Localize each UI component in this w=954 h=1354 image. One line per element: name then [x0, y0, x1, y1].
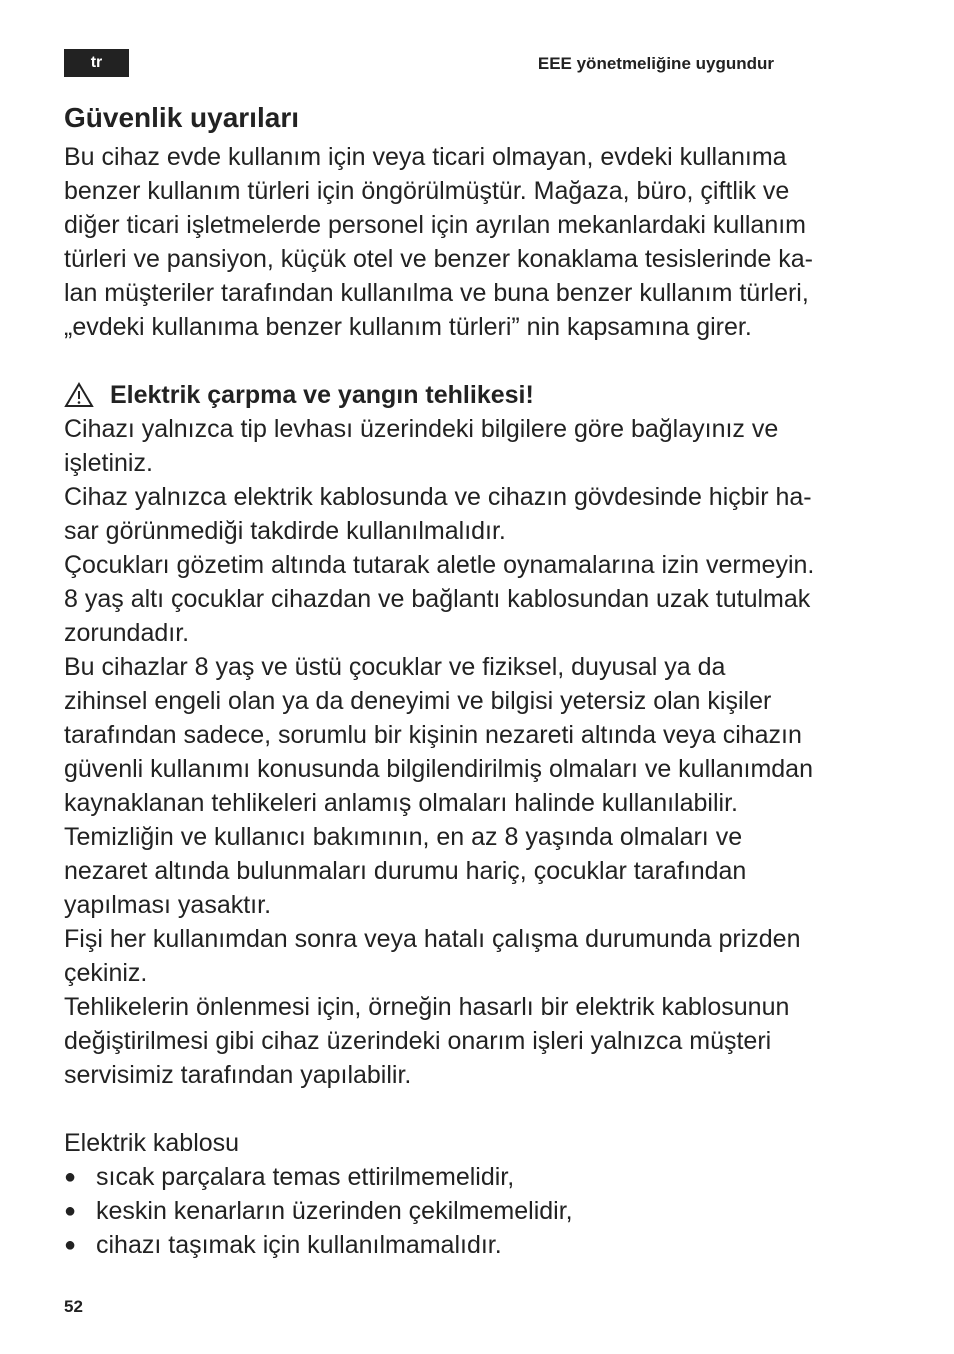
list-item-text: sıcak parçalara temas ettirilmemelidir,	[96, 1163, 515, 1191]
warning-paragraph: Cihazı yalnızca tip levhası üzerindeki bilgilere göre bağlayınız ve işletiniz.	[64, 415, 779, 477]
language-tag: tr	[64, 49, 129, 77]
warning-paragraph: Çocukları gözetim altında tutarak aletle oynamalarına izin vermeyin.	[64, 551, 815, 579]
page-title: Güvenlik uyarıları	[64, 102, 299, 133]
list-item	[64, 1194, 894, 1228]
spacer	[64, 1092, 894, 1126]
warning-paragraph: Fişi her kullanımdan sonra veya hatalı çalışma durumunda prizden çekiniz.	[64, 925, 801, 987]
bullet-icon: ●	[64, 1166, 77, 1188]
list-item-text: keskin kenarların üzerinden çekilmemelidir,	[96, 1197, 573, 1225]
bullet-icon: ●	[64, 1234, 77, 1256]
spacer	[64, 344, 894, 378]
list-item-text: cihazı taşımak için kullanılmamalıdır.	[96, 1231, 502, 1259]
warning-paragraph: Bu cihazlar 8 yaş ve üstü çocuklar ve fiziksel, duyusal ya da zihinsel engeli olan ya da deneyimi ve bilgisi yetersiz olan kişiler tarafından sadece, sorumlu bir kişinin nezareti altında veya cihazın güvenli kullanımı konusunda bilgilendirilmiş olmaları ve kullanımdan kaynaklanan tehlikeleri anlamış olmaları halinde kullanılabilir.	[64, 653, 813, 817]
warning-heading-text: Elektrik çarpma ve yangın tehlikesi!	[110, 381, 534, 409]
header-note: EEE yönetmeliğine uygundur	[537, 54, 774, 73]
warning-paragraph: 8 yaş altı çocuklar cihazdan ve bağlantı kablosundan uzak tutulmak zorundadır.	[64, 585, 811, 647]
intro-paragraph: Bu cihaz evde kullanım için veya ticari olmayan, evdeki kullanıma benzer kullanım türleri için öngörülmüştür. Mağaza, büro, çiftlik ve diğer ticari işletmelerde personel için ayrılan mekanlardaki kullanım türleri ve pansiyon, küçük otel ve benzer konaklama tesislerinde ka- lan müşteriler tarafından kullanılma ve buna benzer kullanım türleri, „evdeki kullanıma benzer kullanım türleri” nin kapsamına girer.	[64, 143, 813, 341]
list-item	[64, 1228, 894, 1262]
warning-paragraph: Tehlikelerin önlenmesi için, örneğin hasarlı bir elektrik kablosunun değiştirilmesi gibi cihaz üzerindeki onarım işleri yalnızca müşteri servisimiz tarafından yapılabilir.	[64, 993, 790, 1089]
warning-triangle-icon	[64, 382, 94, 408]
list-item	[64, 1160, 894, 1194]
warning-heading	[64, 378, 894, 412]
page-content	[64, 96, 894, 1262]
cable-bullet-list	[64, 1160, 894, 1262]
bullet-icon: ●	[64, 1200, 77, 1222]
warning-paragraph: Cihaz yalnızca elektrik kablosunda ve cihazın gövdesinde hiçbir ha- sar görünmediği takdirde kullanılmalıdır.	[64, 483, 812, 545]
cable-intro: Elektrik kablosu	[64, 1129, 240, 1157]
page-number: 52	[64, 1297, 83, 1316]
warning-paragraph: Temizliğin ve kullanıcı bakımının, en az 8 yaşında olmaları ve nezaret altında bulunmaları durumu hariç, çocuklar tarafından yapılması yasaktır.	[64, 823, 747, 919]
